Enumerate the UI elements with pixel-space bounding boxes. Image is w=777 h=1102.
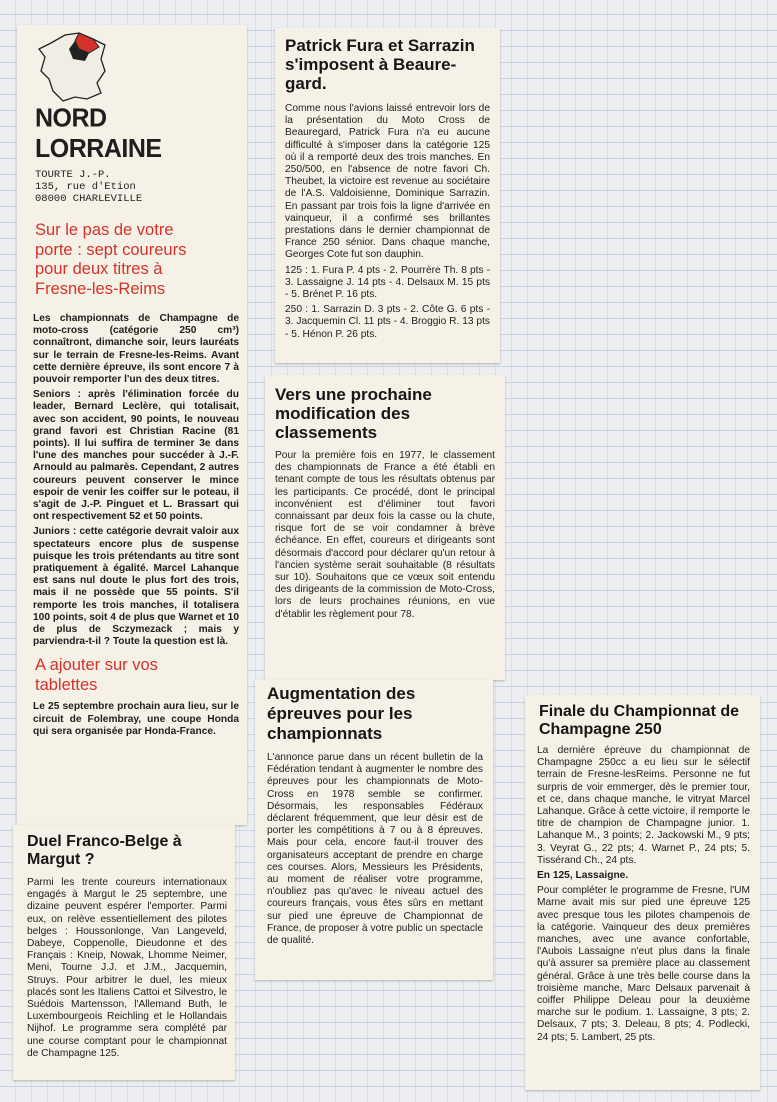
address-block bbox=[35, 169, 237, 205]
headline: Patrick Fura et Sarrazin s'imposent à Beaure-gard. bbox=[285, 36, 475, 93]
paragraph: Parmi les trente coureurs internationaux engagés à Margut le 25 septembre, une dizaine peuvent espérer l'emporter. Parmi eux, on relève essentiellement des pilotes belges : Houssonlonge, Van Langeveld, Dabeye, Coppenolle, Dieudonne et des Français : Kneip, Nowak, Lhomme Neimer, Meni, Tourne J.J. et J.M., Jacquemin, Struys. Pour arbitrer le duel, les mieux placés sont les Italiens Cattoi et Silvestro, le Suédois Martensson, l'Allemand Buth, le Luxembourgeois Reichling et le Hollandais Nijhof. Le programme sera complété par une course comptant pour le championnat de Champagne 125. bbox=[27, 877, 227, 1059]
brand-title: NORD LORRAINE bbox=[35, 103, 162, 164]
address-line: 08000 CHARLEVILLE bbox=[35, 193, 143, 205]
paragraph: 250 : 1. Sarrazin D. 3 pts - 2. Côte G. 6 pts - 3. Jacquemin Cl. 11 pts - 4. Broggio R. 13 pts - 5. Hénon P. 26 pts. bbox=[285, 304, 490, 340]
headline: Sur le pas de votre porte : sept coureurs pour deux titres à Fresne-les-Reims bbox=[35, 221, 187, 298]
augmentation-clipping bbox=[255, 680, 493, 980]
paragraph: Seniors : après l'élimination forcée du leader, Bernard Leclère, qui totalisait, avec son accident, 90 points, le nouveau grand favori est Christian Racine (81 points). Il lui suffira de terminer 3e dans l'une des manches pour succéder à J.-F. Arnould au palmarès. Cependant, 2 autres coureurs peuvent conserver le mince espoir de venir les coiffer sur le poteau, il s'agit de J.-P. Pinguet et L. Brassart qui ont respectivement 52 et 50 points. bbox=[33, 389, 239, 523]
address-line: 135, rue d'Etion bbox=[35, 181, 136, 193]
paragraph: La dernière épreuve du championnat de Champagne 250cc a eu lieu sur le sélectif terrain de Fresne-lesReims. Personne ne fut surpris de voir emmerger, dès le premier tour, et ce, dans chaque manche, le vitryat Marcel Lahanque. Grâce à cette victoire, il remporte le titre de champion de Champagne junior. 1. Lahanque M., 3 points; 2. Jackowski M., 9 pts; 3. Veyrat G., 22 pts; 4. Warnet P., 24 pts; 5. Tissérand Ch., 24 pts. bbox=[537, 745, 750, 866]
paragraph: Juniors : cette catégorie devrait valoir aux spectateurs encore plus de suspense puisque les trois prétendants au titre sont pratiquement à égalité. Marcel Lahanque est sans nul doute le plus fort des trois, mais il ne possède que 55 points. S'il remporte les trois manches, il totalisera 100 points, soit 4 de plus que Warnet et 10 de plus de Sczymezack ; mais y parviendra-t-il ? Toute la question est là. bbox=[33, 526, 239, 648]
headline: Finale du Championnat de Champagne 250 bbox=[539, 703, 740, 738]
paragraph: Pour la première fois en 1977, le classement des championnats de France a été établi en tenant compte de tous les résultats obtenus par les participants. Ce procédé, dont le principal inconvénient est d'éliminer tout favori connaissant par deux fois la casse ou la chute, risque fort de se voir condamner à brève échéance. En effet, coureurs et dirigeants sont désormais d'accord pour déclarer qu'un retour à l'ancien système serait souhaitable (8 résultats sur 10). Souhaitons que ce vœux soit entendu des dirigeants de la commission de Moto-Cross, lors de leurs prochaines réunions, en vue d'établir les règlement pour 78. bbox=[275, 450, 495, 620]
paragraph: Comme nous l'avions laissé entrevoir lors de la présentation du Moto Cross de Beauregard, Patrick Fura n'a eu aucune difficulté à s'imposer dans la catégorie 125 où il a remporté deux des trois manches. En 250/500, en l'absence de notre favori Ch. Theubet, la victoire est revenue au sociétaire de l'A.S. Valdoisienne, Dominique Sarrazin. En passant par trois fois la ligne d'arrivée en vainqueur, il a confirmé ses brillantes prestations dans le dernier championnat de France 250 sénior. Dans chaque manche, Georges Cote fut son dauphin. bbox=[285, 103, 490, 261]
fura-sarrazin-clipping bbox=[275, 28, 500, 363]
address-line: TOURTE J.-P. bbox=[35, 169, 111, 181]
paragraph: Le 25 septembre prochain aura lieu, sur le circuit de Folembray, une coupe Honda qui sera organisée par Honda-France. bbox=[33, 701, 239, 737]
paragraph: Les championnats de Champagne de moto-cross (catégorie 250 cm³) connaîtront, dimanche soir, leurs lauréats sur le terrain de Fresne-les-Reims. Avant cette dernière épreuve, ils sont encore 7 à pouvoir remporter l'un des deux titres. bbox=[33, 313, 239, 386]
headline: A ajouter sur vos tablettes bbox=[35, 656, 158, 695]
paragraph: Pour compléter le programme de Fresne, l'UM Marne avait mis sur pied une épreuve 125 avec presque tous les pilotes champenois de la catégorie. Vainqueur des deux premières manches, avec une avance confortable, l'Aubois Lassaigne n'eut plus dans la finale qu'à assurer sa première place au classement général. Grâce à une très belle course dans la troisième manche, Marc Delsaux parvenait à coiffer Philippe Deleau pour la deuxième marche sur le podium. 1. Lassaigne, 3 pts; 2. Delsaux, 7 pts; 3. Deleau, 8 pts; 4. Podlecki, 24 pts; 5. Lambert, 25 pts. bbox=[537, 885, 750, 1043]
duel-franco-belge-clipping bbox=[13, 825, 235, 1080]
nord-lorraine-clipping bbox=[17, 25, 247, 825]
paragraph: L'annonce parue dans un récent bulletin de la Fédération tendant à augmenter le nombre des épreuves pour les championnats de Moto-Cross en 1978 semble se confirmer. Désormais, les responsables Fédéraux déclarent fréquemment, que leur désir est de porter les compétitions à 7 ou à 8 épreuves. Mais pour cela, encore faut-il trouver des organisateurs acceptant de prendre en charge ces courses. Alors, Messieurs les Présidents, au moment de réaliser votre programme, n'oubliez pas qu'avec le niveau actuel des coureurs français, vous êtes sûrs en mettant sur pied une épreuve de Championnat de France, de proposer à votre public un spectacle de qualité. bbox=[267, 752, 483, 947]
vers-modification-clipping bbox=[265, 375, 505, 680]
headline: Vers une prochaine modification des classements bbox=[275, 385, 432, 442]
headline: Duel Franco-Belge à Margut ? bbox=[27, 833, 182, 868]
paragraph: 125 : 1. Fura P. 4 pts - 2. Pourrère Th. 8 pts - 3. Lassaigne J. 14 pts - 4. Delsaux M. 15 pts - 5. Brénet P. 16 pts. bbox=[285, 264, 490, 301]
france-map-icon bbox=[35, 31, 113, 103]
headline: Augmentation des épreuves pour les championnats bbox=[267, 684, 416, 743]
subheadline: En 125, Lassaigne. bbox=[537, 870, 629, 882]
finale-championnat-clipping bbox=[525, 695, 760, 1090]
